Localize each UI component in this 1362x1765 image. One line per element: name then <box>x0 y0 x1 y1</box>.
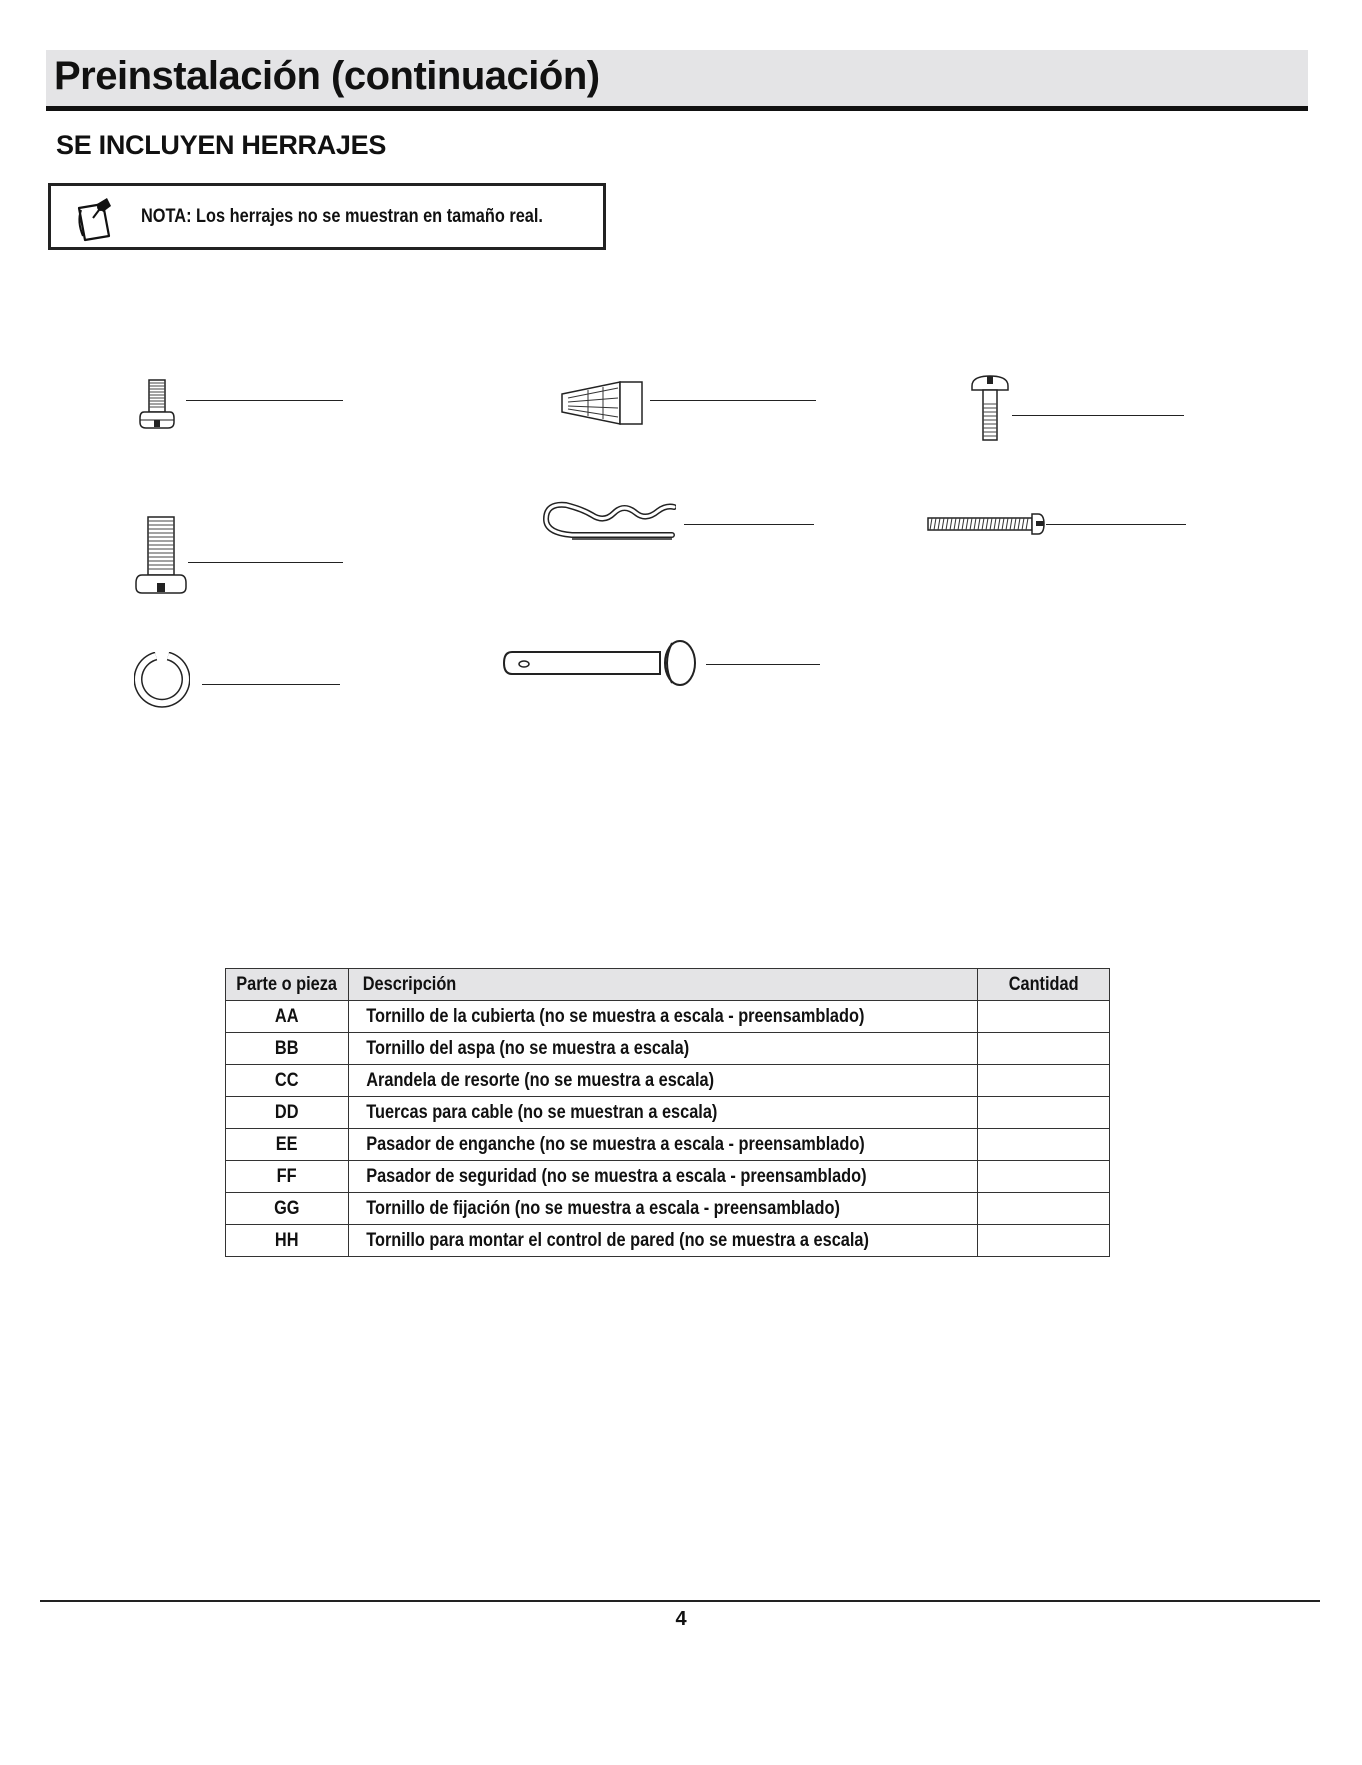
parts-table <box>225 968 1110 1257</box>
part-code: FF <box>226 1161 349 1193</box>
spring-washer-leader <box>202 684 340 685</box>
part-description: Pasador de seguridad (no se muestra a escala - preensamblado) <box>348 1161 977 1193</box>
part-quantity <box>977 1033 1109 1065</box>
table-row <box>226 1065 1110 1097</box>
section-title: SE INCLUYEN HERRAJES <box>56 130 387 160</box>
header-part: Parte o pieza <box>226 969 349 1001</box>
part-code: AA <box>226 1001 349 1033</box>
footer-rule <box>40 1600 1320 1602</box>
part-description: Tornillo de fijación (no se muestra a escala - preensamblado) <box>348 1193 977 1225</box>
part-code: BB <box>226 1033 349 1065</box>
part-quantity <box>977 1161 1109 1193</box>
wall-control-screw-icon <box>926 510 1046 538</box>
page-number: 4 <box>675 1608 687 1630</box>
table-row <box>226 1161 1110 1193</box>
hairpin-clip-leader <box>684 524 814 525</box>
part-description: Tornillo para montar el control de pared (no se muestra a escala) <box>348 1225 977 1257</box>
part-description: Pasador de enganche (no se muestra a escala - preensamblado) <box>348 1129 977 1161</box>
table-row <box>226 1193 1110 1225</box>
part-quantity <box>977 1001 1109 1033</box>
part-quantity <box>977 1097 1109 1129</box>
part-quantity <box>977 1065 1109 1097</box>
part-description: Tornillo del aspa (no se muestra a escala) <box>348 1033 977 1065</box>
spring-washer-icon <box>134 652 190 708</box>
note-box <box>48 183 606 250</box>
part-quantity <box>977 1225 1109 1257</box>
part-description: Arandela de resorte (no se muestra a escala) <box>348 1065 977 1097</box>
canopy-screw-icon <box>138 378 178 432</box>
blade-screw-icon <box>134 515 190 597</box>
pushpin-note-icon <box>73 196 121 242</box>
table-row <box>226 1001 1110 1033</box>
part-quantity <box>977 1129 1109 1161</box>
wire-nut-leader <box>650 400 816 401</box>
part-description: Tuercas para cable (no se muestran a escala) <box>348 1097 977 1129</box>
part-code: GG <box>226 1193 349 1225</box>
wire-nut-icon <box>558 380 646 426</box>
part-quantity <box>977 1193 1109 1225</box>
table-header-row <box>226 969 1110 1001</box>
header-description: Descripción <box>348 969 977 1001</box>
hanger-pin-leader <box>706 664 820 665</box>
set-screw-icon <box>970 374 1012 442</box>
table-row <box>226 1225 1110 1257</box>
set-screw-leader <box>1012 415 1184 416</box>
note-text: NOTA: Los herrajes no se muestran en tamaño real. <box>141 206 543 227</box>
blade-screw-leader <box>188 562 343 563</box>
table-row <box>226 1129 1110 1161</box>
part-description: Tornillo de la cubierta (no se muestra a escala - preensamblado) <box>348 1001 977 1033</box>
wall-control-screw-leader <box>1046 524 1186 525</box>
title-bar <box>46 50 1308 111</box>
part-code: HH <box>226 1225 349 1257</box>
part-code: EE <box>226 1129 349 1161</box>
page-title: Preinstalación (continuación) <box>54 54 600 98</box>
hairpin-clip-icon <box>542 495 676 543</box>
table-row <box>226 1033 1110 1065</box>
table-row <box>226 1097 1110 1129</box>
canopy-screw-leader <box>186 400 343 401</box>
part-code: CC <box>226 1065 349 1097</box>
header-quantity: Cantidad <box>977 969 1109 1001</box>
hanger-pin-icon <box>500 638 698 688</box>
part-code: DD <box>226 1097 349 1129</box>
